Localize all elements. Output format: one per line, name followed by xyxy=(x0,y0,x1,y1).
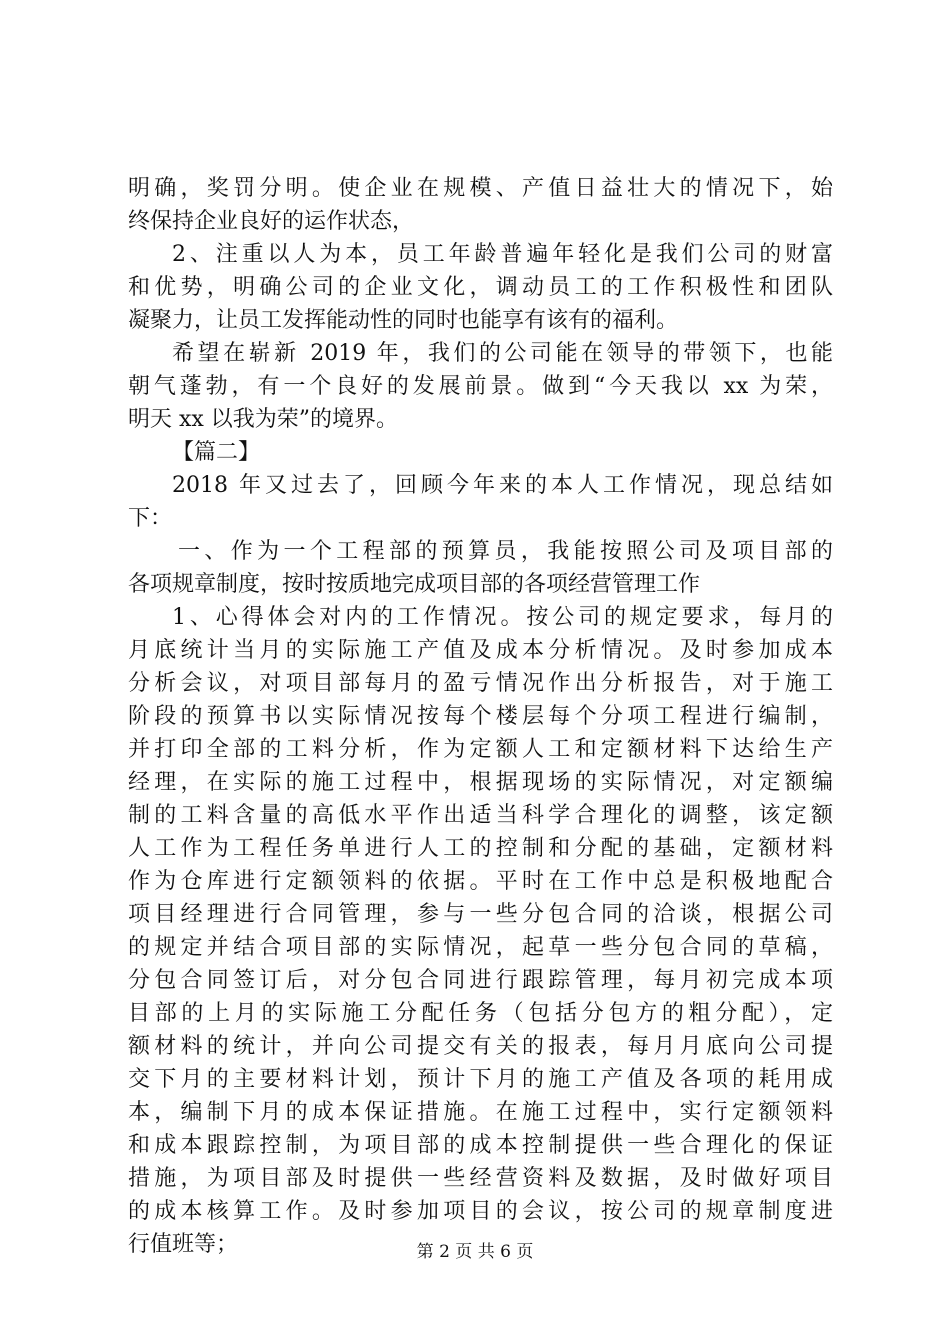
text-line xyxy=(128,931,833,964)
text-line xyxy=(128,634,833,667)
text-line-content: 作为仓库进行定额领料的依据。平时在工作中总是积极地配合 xyxy=(128,869,833,894)
text-line-content: 并打印全部的工料分析，作为定额人工和定额材料下达给生产 xyxy=(128,737,833,762)
text-line-content: 终保持企业良好的运作状态， xyxy=(128,209,415,234)
text-line xyxy=(128,1129,833,1162)
text-line-content: 【篇二】 xyxy=(172,440,261,465)
text-line xyxy=(128,1030,833,1063)
text-line xyxy=(128,238,833,271)
text-line-content: 希望在崭新 2019 年，我们的公司能在领导的带领下，也能 xyxy=(172,341,833,366)
text-line-content: 和成本跟踪控制，为项目部的成本控制提供一些合理化的保证 xyxy=(128,1133,833,1158)
text-line xyxy=(128,1195,833,1228)
text-line xyxy=(128,964,833,997)
text-line-content: 的规定并结合项目部的实际情况，起草一些分包合同的草稿， xyxy=(128,935,833,960)
text-line xyxy=(128,172,833,205)
text-line xyxy=(128,700,833,733)
text-line-content: 各项规章制度，按时按质地完成项目部的各项经营管理工作 xyxy=(128,572,701,597)
text-line xyxy=(128,370,833,403)
text-line xyxy=(128,535,833,568)
text-line xyxy=(128,898,833,931)
text-line-content: 经理，在实际的施工过程中，根据现场的实际情况，对定额编 xyxy=(128,770,833,795)
text-line-content: 分析会议，对项目部每月的盈亏情况作出分析报告，对于施工 xyxy=(128,671,833,696)
page-footer: 第 2 页 共 6 页 xyxy=(416,1242,534,1262)
text-line-content: 下： xyxy=(128,506,173,531)
text-line-content: 月底统计当月的实际施工产值及成本分析情况。及时参加成本 xyxy=(128,638,833,663)
text-line xyxy=(128,502,833,535)
text-line-content: 明确，奖罚分明。使企业在规模、产值日益壮大的情况下，始 xyxy=(128,176,833,201)
text-line xyxy=(128,766,833,799)
document-body xyxy=(128,172,833,1261)
text-line-content: 额材料的统计，并向公司提交有关的报表，每月月底向公司提 xyxy=(128,1034,833,1059)
text-line-content: 人工作为工程任务单进行人工的控制和分配的基础，定额材料 xyxy=(128,836,833,861)
text-line-content: 1、心得体会对内的工作情况。按公司的规定要求，每月的 xyxy=(172,605,833,630)
text-line-content: 本，编制下月的成本保证措施。在施工过程中，实行定额领料 xyxy=(128,1100,833,1125)
text-line xyxy=(128,1063,833,1096)
text-line xyxy=(128,601,833,634)
text-line xyxy=(128,865,833,898)
text-line-content: 项目经理进行合同管理，参与一些分包合同的洽谈，根据公司 xyxy=(128,902,833,927)
text-line-content: 和优势，明确公司的企业文化，调动员工的工作积极性和团队 xyxy=(128,275,833,300)
text-line xyxy=(128,1162,833,1195)
text-line-content: 明天 xx 以我为荣”的境界。 xyxy=(128,407,399,432)
text-line-content: 制的工料含量的高低水平作出适当科学合理化的调整，该定额 xyxy=(128,803,833,828)
text-line-content: 行值班等； xyxy=(128,1232,239,1257)
text-line xyxy=(128,337,833,370)
text-line-content: 分包合同签订后，对分包合同进行跟踪管理，每月初完成本项 xyxy=(128,968,833,993)
text-line-content: 阶段的预算书以实际情况按每个楼层每个分项工程进行编制， xyxy=(128,704,833,729)
text-line xyxy=(128,799,833,832)
text-line-content: 2018 年又过去了，回顾今年来的本人工作情况，现总结如 xyxy=(172,473,833,498)
text-line xyxy=(128,436,833,469)
text-line xyxy=(128,667,833,700)
text-line xyxy=(128,733,833,766)
text-line-content: 一、作为一个工程部的预算员，我能按照公司及项目部的 xyxy=(178,539,833,564)
text-line-content: 的成本核算工作。及时参加项目的会议，按公司的规章制度进 xyxy=(128,1199,833,1224)
text-line xyxy=(128,304,833,337)
text-line-content: 措施，为项目部及时提供一些经营资料及数据，及时做好项目 xyxy=(128,1166,833,1191)
text-line xyxy=(128,1096,833,1129)
text-line-content: 交下月的主要材料计划，预计下月的施工产值及各项的耗用成 xyxy=(128,1067,833,1092)
text-line xyxy=(128,469,833,502)
text-line-content: 朝气蓬勃，有一个良好的发展前景。做到“今天我以 xx 为荣， xyxy=(128,374,833,399)
text-line xyxy=(128,271,833,304)
text-line xyxy=(128,997,833,1030)
text-line xyxy=(128,403,833,436)
text-line-content: 目部的上月的实际施工分配任务（包括分包方的粗分配），定 xyxy=(128,1001,833,1026)
text-line xyxy=(128,568,833,601)
text-line xyxy=(128,205,833,238)
text-line-content: 凝聚力，让员工发挥能动性的同时也能享有该有的福利。 xyxy=(128,308,679,333)
text-line xyxy=(128,832,833,865)
text-line-content: 2、注重以人为本，员工年龄普遍年轻化是我们公司的财富 xyxy=(172,242,833,267)
